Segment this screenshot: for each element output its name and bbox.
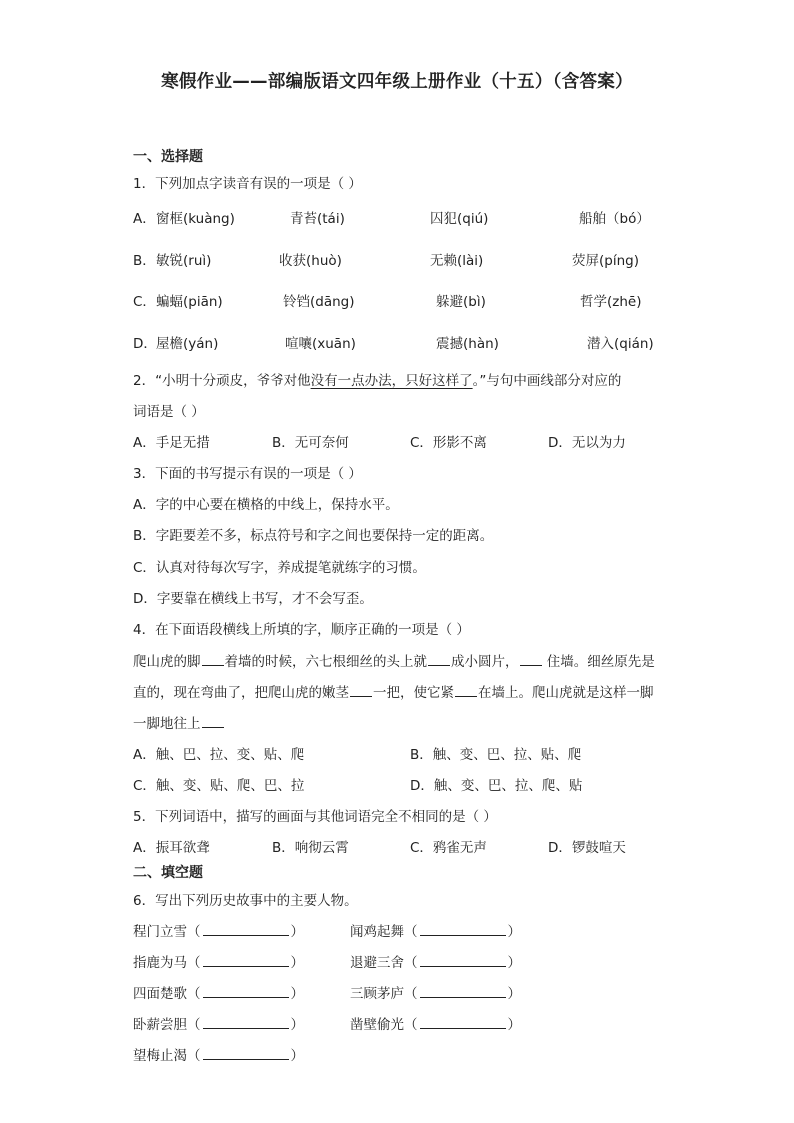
- q4-passage-line2: [133, 681, 654, 701]
- q6-item-label: 凿壁偷光: [350, 1017, 404, 1033]
- q2-stem-line1: [133, 369, 621, 389]
- q1-d-word3: 震撼(hàn): [436, 336, 499, 352]
- q1-b-word1: 敏锐(ruì): [156, 253, 212, 269]
- q4-text: 在墙上。爬山虎就是这样一脚: [478, 685, 654, 701]
- q6-paren-open: （: [404, 955, 418, 971]
- q1-option-row-d: [133, 332, 654, 352]
- q4-text: 一把，使它紧: [373, 685, 454, 701]
- q6-item-label: 三顾茅庐: [350, 986, 404, 1002]
- q6-answer-line[interactable]: [203, 921, 289, 936]
- section-heading-choice: 一、选择题: [133, 149, 203, 165]
- q6-paren-open: （: [187, 1048, 201, 1064]
- q6-paren-close: ）: [507, 924, 521, 940]
- q5-option-a: A．振耳欲聋: [133, 840, 210, 856]
- q2-option-b: B．无可奈何: [272, 435, 349, 451]
- page-title: 寒假作业——部编版语文四年级上册作业（十五）（含答案）: [161, 72, 633, 92]
- q1-a-word4: 船舶（bó）: [579, 211, 650, 227]
- q6-item-row: [133, 920, 304, 940]
- q5-stem: 5．下列词语中，描写的画面与其他词语完全不相同的是（ ）: [133, 809, 497, 825]
- q6-paren-open: （: [187, 986, 201, 1002]
- q6-item-label: 望梅止渴: [133, 1048, 187, 1064]
- q1-d-word2: 喧嚷(xuān): [285, 336, 356, 352]
- q6-paren-close: ）: [507, 955, 521, 971]
- q6-paren-open: （: [404, 1017, 418, 1033]
- q6-paren-close: ）: [507, 986, 521, 1002]
- q6-item-row: [133, 951, 304, 971]
- q4-text: 直的，现在弯曲了，把爬山虎的嫩茎: [133, 685, 349, 701]
- q6-answer-line[interactable]: [203, 952, 289, 967]
- q4-text: 成小圆片，: [451, 654, 519, 670]
- q6-item-row: [133, 1013, 304, 1033]
- q6-answer-line[interactable]: [203, 1014, 289, 1029]
- q6-item-label: 四面楚歌: [133, 986, 187, 1002]
- q2-option-d: D．无以为力: [548, 435, 626, 451]
- q3-option-c: C．认真对待每次写字，养成提笔就练字的习惯。: [133, 560, 426, 576]
- q3-option-b: B．字距要差不多，标点符号和字之间也要保持一定的距离。: [133, 528, 494, 544]
- q3-stem: 3．下面的书写提示有误的一项是（ ）: [133, 466, 362, 482]
- q2-stem-line2: 词语是（ ）: [133, 404, 205, 420]
- q6-item-label: 指鹿为马: [133, 955, 187, 971]
- q4-text: 一脚地往上: [133, 716, 201, 732]
- q1-b-word4: 荧屏(píng): [572, 253, 639, 269]
- q6-paren-close: ）: [290, 1048, 304, 1064]
- q6-answer-line[interactable]: [420, 1014, 506, 1029]
- q1-c-word2: 铃铛(dāng): [283, 294, 355, 310]
- q6-item-row: [133, 1044, 304, 1064]
- section-heading-fill: 二、填空题: [133, 865, 203, 881]
- q4-option-d: D．触、变、巴、拉、爬、贴: [410, 778, 583, 794]
- q2-stem-post: 。”与句中画线部分对应的: [472, 373, 622, 389]
- q6-item-label: 程门立雪: [133, 924, 187, 940]
- q6-paren-open: （: [187, 955, 201, 971]
- option-prefix: A．: [133, 211, 156, 227]
- q6-answer-line[interactable]: [420, 921, 506, 936]
- option-prefix: C．: [133, 294, 156, 310]
- option-prefix: B．: [133, 253, 156, 269]
- q6-paren-open: （: [187, 1017, 201, 1033]
- q6-paren-close: ）: [290, 924, 304, 940]
- q6-answer-line[interactable]: [420, 983, 506, 998]
- q4-blank-6: [202, 713, 224, 728]
- q1-a-word1: 窗框(kuàng): [156, 211, 235, 227]
- q6-paren-open: （: [187, 924, 201, 940]
- q1-a-word2: 青苔(tái): [290, 211, 345, 227]
- q5-option-d: D．锣鼓喧天: [548, 840, 626, 856]
- q1-stem: 1．下列加点字读音有误的一项是（ ）: [133, 176, 362, 192]
- q1-c-word4: 哲学(zhē): [580, 294, 642, 310]
- q4-blank-4: [350, 682, 372, 697]
- q6-item-label: 退避三舍: [350, 955, 404, 971]
- q1-c-word1: 蝙蝠(piān): [156, 294, 223, 310]
- q6-paren-open: （: [404, 986, 418, 1002]
- q6-item-row: [350, 920, 521, 940]
- q6-paren-close: ）: [290, 986, 304, 1002]
- q4-blank-5: [455, 682, 477, 697]
- q1-option-row-b: [133, 249, 639, 269]
- q1-b-word3: 无赖(lài): [430, 253, 484, 269]
- q4-text: 爬山虎的脚: [133, 654, 201, 670]
- q6-paren-close: ）: [290, 1017, 304, 1033]
- q4-blank-3: [520, 651, 542, 666]
- q6-item-row: [350, 951, 521, 971]
- q6-paren-close: ）: [290, 955, 304, 971]
- q6-item-label: 卧薪尝胆: [133, 1017, 187, 1033]
- q4-option-a: A．触、巴、拉、变、贴、爬: [133, 747, 305, 763]
- q5-option-c: C．鸦雀无声: [410, 840, 487, 856]
- q1-b-word2: 收获(huò): [279, 253, 342, 269]
- q1-option-row-c: [133, 290, 642, 310]
- q5-option-b: B．响彻云霄: [272, 840, 349, 856]
- q6-item-row: [350, 982, 521, 1002]
- q2-underlined-phrase: 没有一点办法，只好这样了: [310, 373, 473, 389]
- q2-option-a: A．手足无措: [133, 435, 210, 451]
- q3-option-d: D．字要靠在横线上书写，才不会写歪。: [133, 591, 373, 607]
- q1-d-word1: 屋檐(yán): [156, 336, 219, 352]
- q2-option-c: C．形影不离: [410, 435, 487, 451]
- q1-c-word3: 躲避(bì): [436, 294, 486, 310]
- option-prefix: D．: [133, 336, 157, 352]
- q4-passage-line3: [133, 712, 225, 732]
- q1-option-row-a: [133, 207, 650, 227]
- q6-answer-line[interactable]: [203, 1045, 289, 1060]
- q1-d-word4: 潜入(qián): [587, 336, 654, 352]
- q6-answer-line[interactable]: [420, 952, 506, 967]
- q4-option-c: C．触、变、贴、爬、巴、拉: [133, 778, 305, 794]
- q4-text: 着墙的时候，六七根细丝的头上就: [224, 654, 427, 670]
- q4-stem: 4．在下面语段横线上所填的字，顺序正确的一项是（ ）: [133, 622, 470, 638]
- q6-stem: 6．写出下列历史故事中的主要人物。: [133, 893, 358, 909]
- q4-passage-line1: [133, 650, 655, 670]
- q6-answer-line[interactable]: [203, 983, 289, 998]
- q4-text: 住墙。细丝原先是: [542, 654, 655, 670]
- q6-paren-close: ）: [507, 1017, 521, 1033]
- q4-blank-2: [428, 651, 450, 666]
- q1-a-word3: 囚犯(qiú): [430, 211, 489, 227]
- q4-blank-1: [202, 651, 224, 666]
- q6-item-row: [350, 1013, 521, 1033]
- q6-item-row: [133, 982, 304, 1002]
- q3-option-a: A．字的中心要在横格的中线上，保持水平。: [133, 497, 399, 513]
- q6-item-label: 闻鸡起舞: [350, 924, 404, 940]
- q2-stem-pre: 2．“小明十分顽皮，爷爷对他: [133, 373, 311, 389]
- q6-paren-open: （: [404, 924, 418, 940]
- q4-option-b: B．触、变、巴、拉、贴、爬: [410, 747, 582, 763]
